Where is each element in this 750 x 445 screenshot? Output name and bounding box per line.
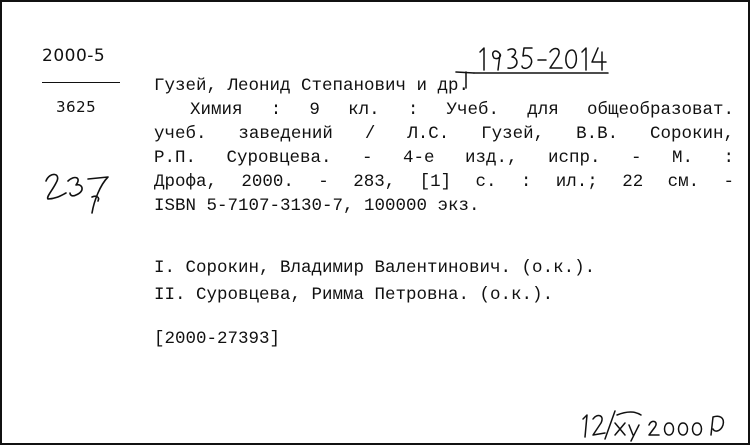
author-heading: Гузей, Леонид Степанович и др. — [154, 76, 470, 96]
handwritten-note-left — [42, 167, 122, 217]
tracing-item: II. Суровцева, Римма Петровна. (о.к.). — [154, 285, 554, 305]
tracing-item: I. Сорокин, Владимир Валентинович. (о.к.). — [154, 258, 596, 278]
entry-line: учеб. заведений / Л.С. Гузей, В.В. Сорокин, — [154, 124, 734, 144]
call-number-divider — [42, 82, 120, 83]
bibliographic-entry — [154, 74, 734, 218]
handwritten-note-bottom — [577, 407, 737, 441]
entry-line: Р.П. Суровцева. - 4-е изд., испр. - М. : — [154, 148, 734, 168]
call-number-column — [2, 2, 142, 443]
title-line: Химия : 9 кл. : Учеб. для общеобразоват. — [190, 100, 734, 120]
classification-number: 2000-5 — [42, 46, 106, 66]
control-number: [2000-27393] — [154, 329, 281, 349]
isbn-line: ISBN 5-7107-3130-7, 100000 экз. — [154, 196, 480, 216]
tracings — [154, 255, 734, 309]
entry-line: Дрофа, 2000. - 283, [1] с. : ил.; 22 см. - — [154, 172, 734, 192]
author-sign: 3625 — [56, 98, 97, 116]
